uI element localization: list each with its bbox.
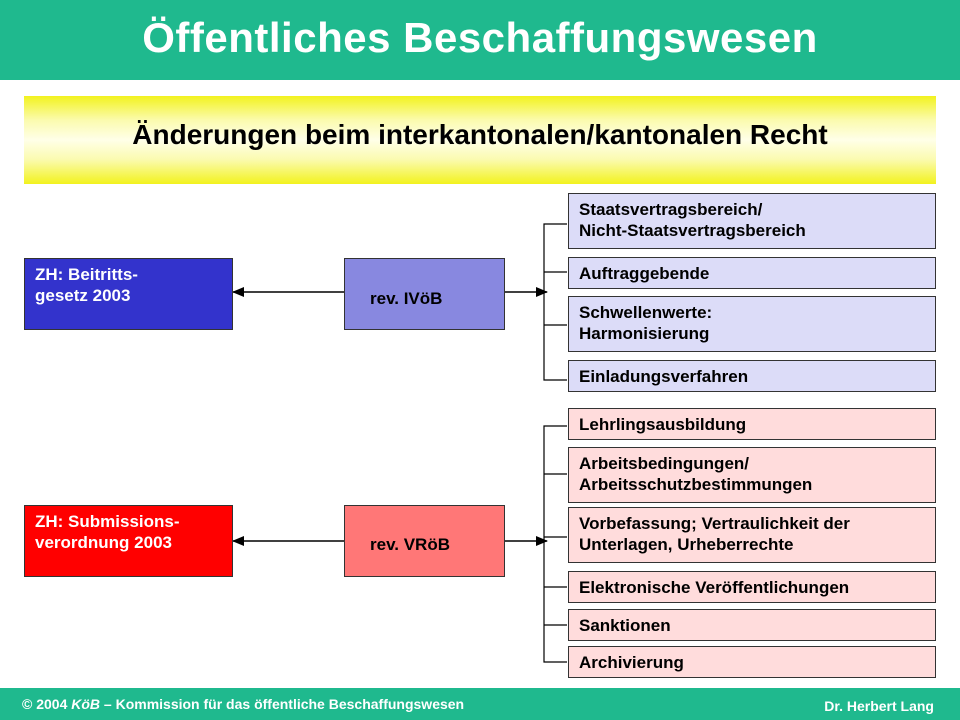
label-rev-ivoeb: rev. IVöB — [370, 289, 443, 308]
org-abbr: KöB — [71, 696, 101, 712]
item-line: Lehrlingsausbildung — [579, 415, 747, 434]
item-line: Elektronische Veröffentlichungen — [579, 578, 850, 597]
item-arbeitsbedingungen — [568, 447, 936, 503]
item-staatsvertragsbereich — [568, 193, 936, 249]
box-line: gesetz 2003 — [35, 286, 131, 305]
item-elektronische-veroeffentlichungen — [568, 571, 936, 603]
item-line: Schwellenwerte: — [579, 303, 713, 322]
item-line: Archivierung — [579, 653, 684, 672]
org-name: – Kommission für das öffentliche Beschaffungswesen — [100, 696, 465, 712]
subtitle: Änderungen beim interkantonalen/kantonalen Recht — [132, 119, 828, 150]
item-line: Nicht-Staatsvertragsbereich — [579, 221, 806, 240]
box-submissionsverordnung — [24, 505, 233, 577]
copyright-text: © 2004 — [22, 696, 68, 712]
item-line: Einladungsverfahren — [579, 367, 749, 386]
label-rev-vroeb: rev. VRöB — [370, 535, 450, 554]
box-line: ZH: Submissions- — [35, 512, 180, 531]
bracket-1 — [544, 224, 567, 380]
footer-copyright — [22, 696, 464, 712]
item-line: Harmonisierung — [579, 324, 710, 343]
box-line: ZH: Beitritts- — [35, 265, 138, 284]
item-schwellenwerte — [568, 296, 936, 352]
item-sanktionen — [568, 609, 936, 641]
item-einladungsverfahren — [568, 360, 936, 392]
item-line: Vorbefassung; Vertraulichkeit der — [579, 514, 850, 533]
bracket-2 — [544, 426, 567, 662]
item-line: Staatsvertragsbereich/ — [579, 200, 763, 219]
box-beitrittsgesetz — [24, 258, 233, 330]
item-line: Sanktionen — [579, 616, 671, 635]
item-auftraggebende — [568, 257, 936, 289]
item-line: Arbeitsschutzbestimmungen — [579, 475, 813, 494]
item-line: Unterlagen, Urheberrechte — [579, 535, 794, 554]
box-line: verordnung 2003 — [35, 533, 172, 552]
footer-author: Dr. Herbert Lang — [824, 698, 934, 714]
item-vorbefassung — [568, 507, 936, 563]
item-archivierung — [568, 646, 936, 678]
item-lehrlingsausbildung — [568, 408, 936, 440]
item-line: Auftraggebende — [579, 264, 710, 283]
page-title: Öffentliches Beschaffungswesen — [142, 14, 818, 61]
item-line: Arbeitsbedingungen/ — [579, 454, 749, 473]
